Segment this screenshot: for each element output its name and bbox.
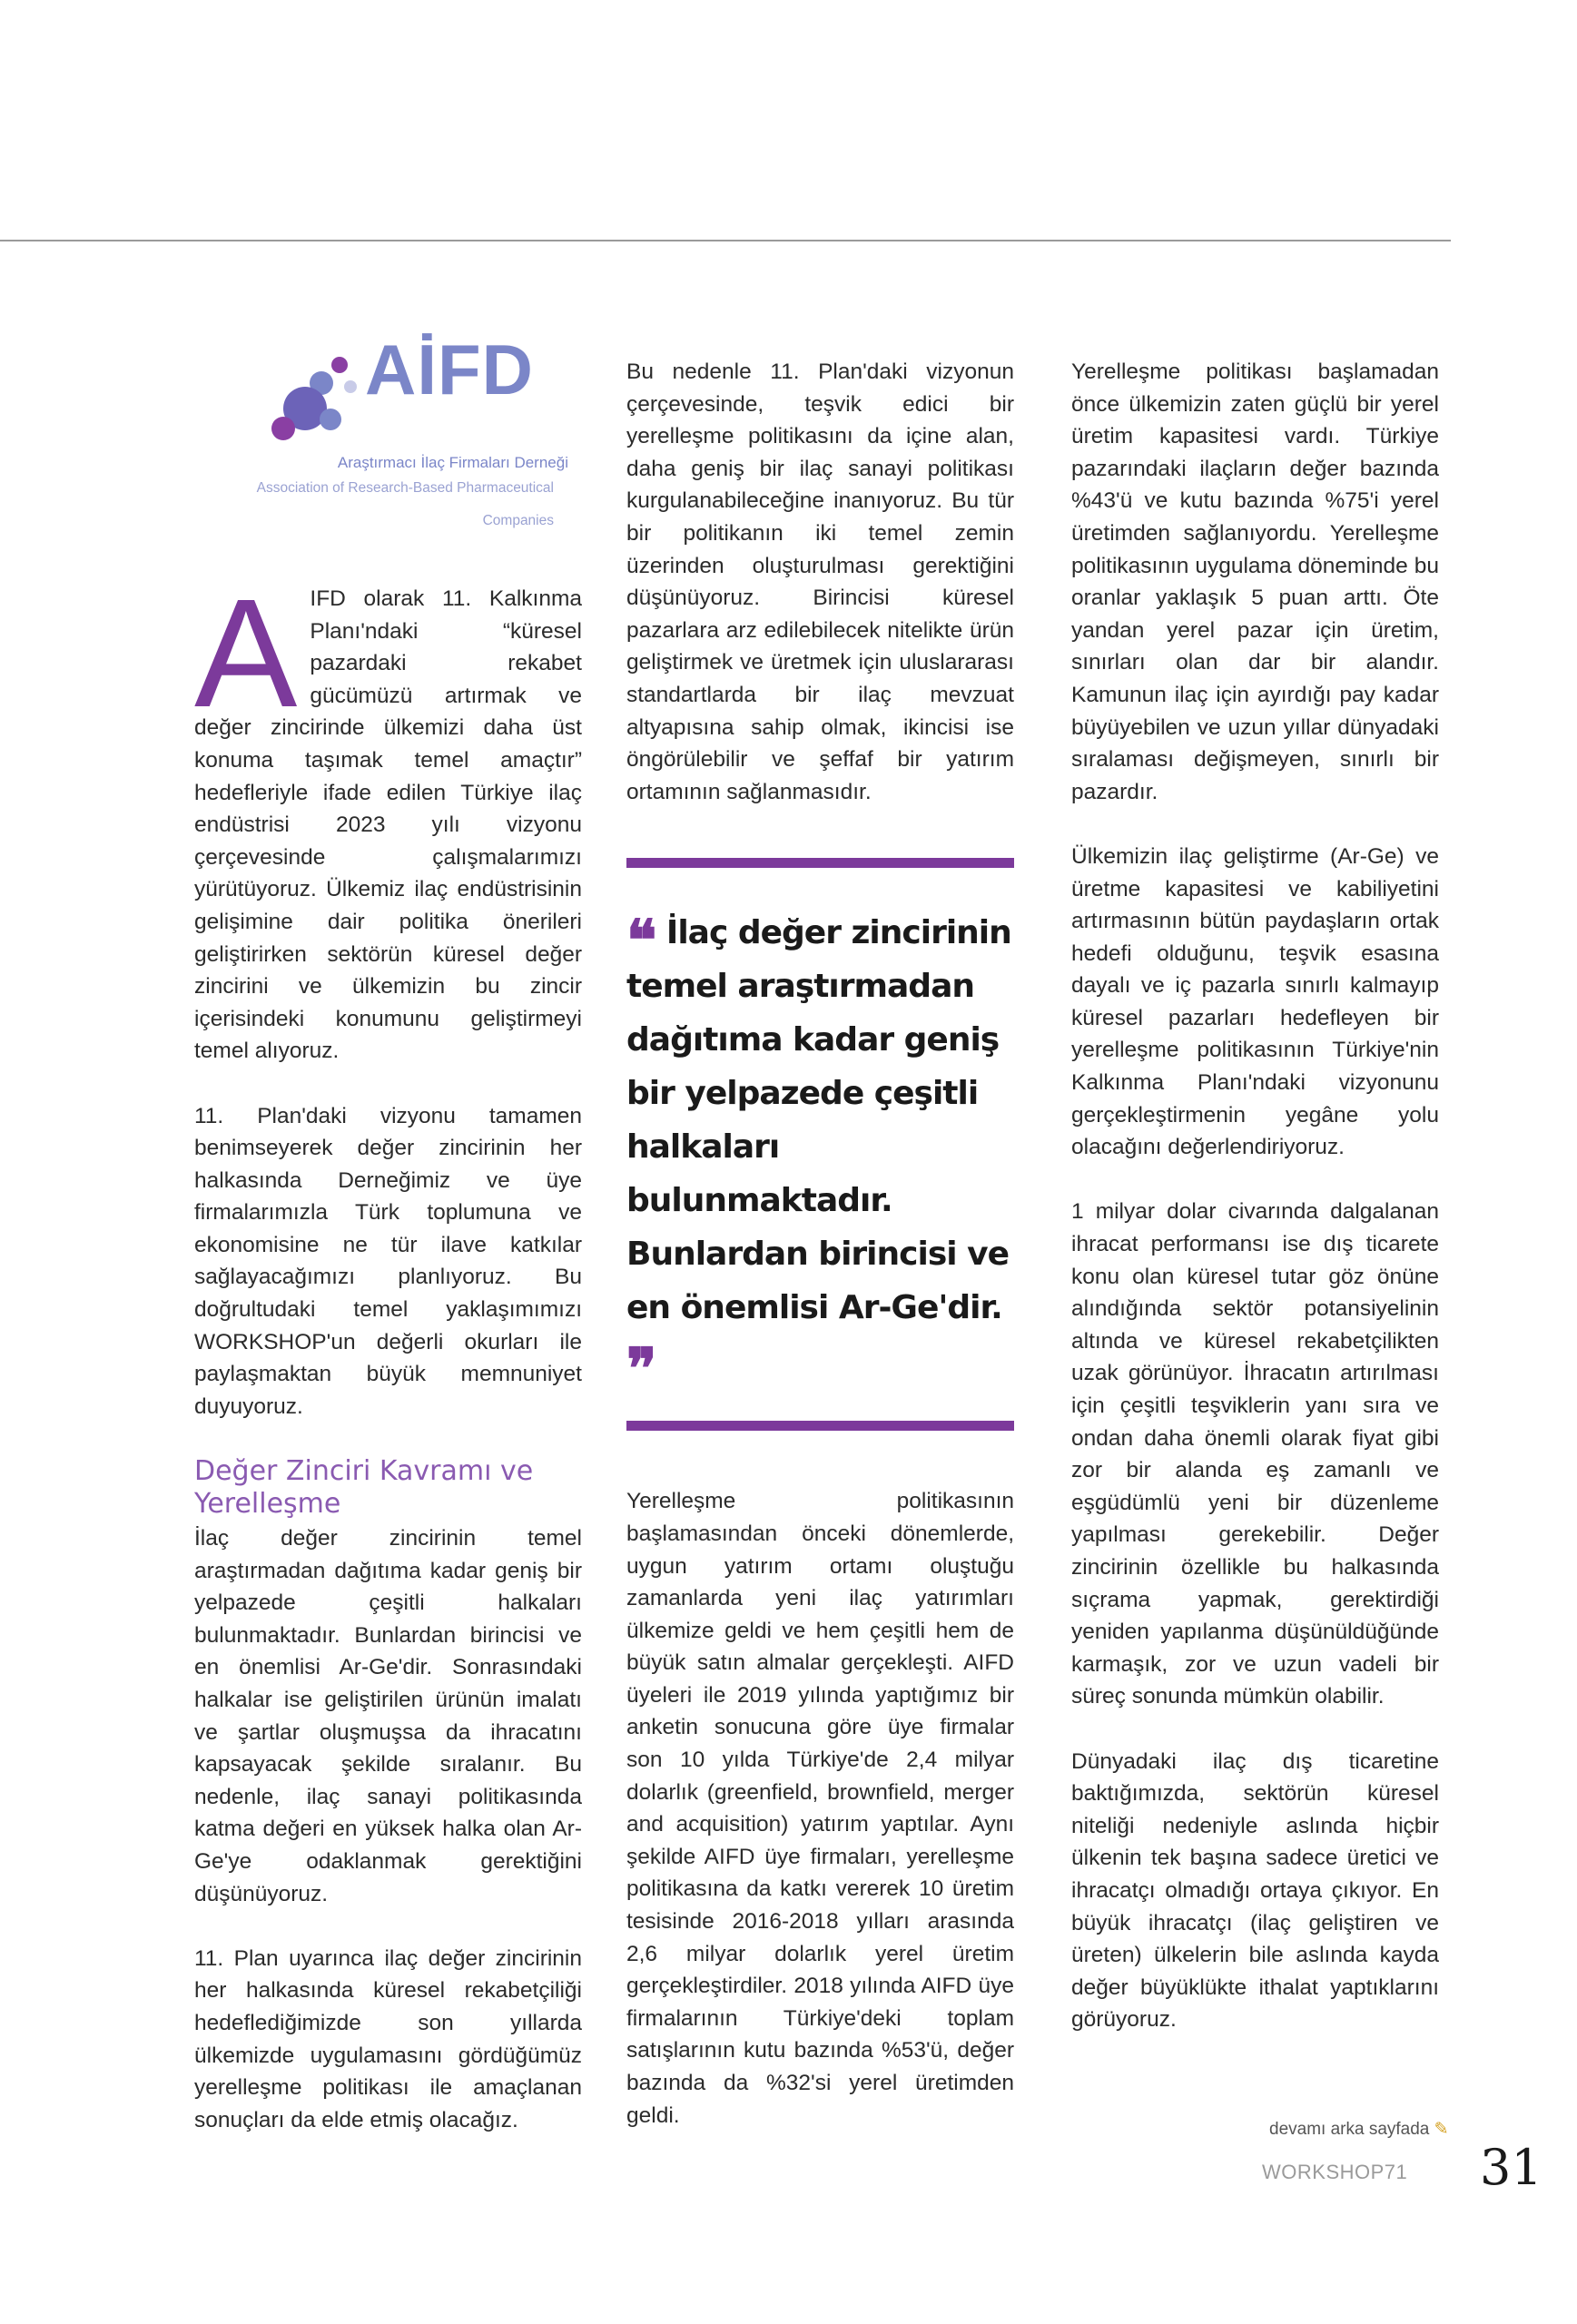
logo-molecule-icon [194, 356, 367, 447]
paragraph: İlaç değer zincirinin temel araştırmadan dağıtıma kadar geniş bir yelpazede çeşitli halkaları bulunmaktadır. Bunlardan birincisi ve en önemlisi Ar-Ge'dir. Sonrasındaki halkalar ise geliştirilen ürünün imalatı ve şartlar oluşmuşsa da ihracatını kapsayacak şekilde sıralanır. Bu nedenle, ilaç sanayi politikasında katma değeri en yüksek halka olan Ar-Ge'ye odaklanmak gerektiğini düşünüyoruz. [194, 1526, 582, 1906]
close-quote-icon: ❞ [626, 1335, 656, 1403]
quote-bar-top [626, 858, 1014, 868]
paragraph: Dünyadaki ilaç dış ticaretine baktığımızda, sektörün küresel niteliği nedeniyle aslında hiçbir ülkenin tek başına sadece üretici ve ihracatçı olmadığı ortaya çıkıyor. En büyük ihracatçı (ilaç geliştiren ve üreten) ülkelerin bile aslında kayda değer büyüklükte ithalat yaptıklarını görüyoruz. [1071, 1748, 1439, 2033]
continued-text: devamı arka sayfada [1269, 2120, 1430, 2139]
column-1 [194, 330, 582, 2169]
header-rule [0, 240, 1451, 241]
drop-cap: A [194, 567, 298, 740]
pull-quote-text [626, 906, 1014, 1403]
paragraph: Ülkemizin ilaç geliştirme (Ar-Ge) ve üretme kapasitesi ve kabiliyetini artırmasının bütün paydaşların ortak hedefi olduğunu, teşvik esasına dayalı ve iç pazarla sınırlı kalmayıp küresel pazarları hedefleyen bir yerelleşme politikasının Türkiye'nin Kalkınma Planı'ndaki vizyonunu gerçekleştirmenin yegâne yolu olacağını değerlendiriyoruz. [1071, 843, 1439, 1160]
paragraph: 11. Plan uyarınca ilaç değer zincirinin her halkasında küresel rekabetçiliği hedeflediğimizde son yıllarda ülkemizde uygulamasını gördüğümüz yerelleşme politikası ile amaçlanan sonuçları da elde etmiş olacağız. [194, 1945, 582, 2132]
continued-note [1269, 2119, 1449, 2140]
paragraph: 1 milyar dolar civarında dalgalanan ihracat performansı ise dış ticarete konu olan küresel tutar göz önüne alındığında sektör potansiyelinin altında ve küresel rekabetçilikten uzak görünüyor. İhracatın artırılması için çeşitli teşviklerin yanı sıra ve ondan daha önemli olarak fiyat gibi zor bir alanda eş zamanlı ve eşgüdümlü yeni bir düzenleme yapılması gerekebilir. Değer zincirinin özellikle bu halkasında sıçrama yapmak, gerektirdiği yeniden yapılanma düşünüldüğünde karmaşık, zor ve uzun vadeli bir süreç sonunda mümkün olabilir. [1071, 1199, 1439, 1709]
paragraph: Bu nedenle 11. Plan'daki vizyonun çerçevesinde, teşvik edici bir yerelleşme politikasını da içine alan, daha geniş bir ilaç sanayi politikası kurgulanabileceğine inanıyoruz. Bu tür bir politikanın iki temel zemin üzerinden oluşturulması gerektiğini düşünüyoruz. Birincisi küresel pazarlara arz edilebilecek nitelikte ürün geliştirmek ve üretmek için uluslararası standartlarda bir ilaç mevzuat altyapısına sahip olmak, ikincisi ise öngörülebilir ve şeffaf bir yatırım ortamının sağlanmasıdır. [626, 359, 1014, 804]
intro-text: IFD olarak 11. Kalkınma Planı'ndaki “küresel pazardaki rekabet gücümüzü artırmak ve değer zincirinde ülkemizi daha üst konuma taşımak temel amaçtır” hedefleriyle ifade edilen Türkiye ilaç endüstrisi 2023 yılı vizyonu çerçevesinde çalışmalarımızı yürütüyoruz. Ülkemiz ilaç endüstrisinin gelişimine dair politika önerileri geliştirirken sektörün küresel değer zincirini ve ülkemizin bu zincir içerisindeki konumunu geliştirmeyi temel alıyoruz. [194, 586, 582, 1064]
aifd-logo [194, 330, 582, 583]
pencil-icon: ✎ [1434, 2120, 1449, 2139]
column-2 [626, 356, 1014, 2164]
magazine-name: WORKSHOP71 [1262, 2161, 1408, 2183]
page-number: 31 [1480, 2139, 1543, 2196]
logo-subtitle-en: Association of Research-Based Pharmaceutical Companies [256, 480, 554, 528]
paragraph: Yerelleşme politikası başlamadan önce ülkemizin zaten güçlü bir yerel üretim kapasitesi vardı. Türkiye pazarındaki ilaçların değer bazında %43'ü ve kutu bazında %75'i yerel üretimden sağlanıyordu. Yerelleşme politikasının uygulama döneminde bu oranlar yaklaşık 5 puan arttı. Öte yandan yerel pazar için üretim, sınırları olan dar bir alandır. Kamunun ilaç için ayırdığı pay kadar büyüyebilen ve uzun yıllar dünyadaki sıralaması değişmeyen, sınırlı bir pazardır. [1071, 359, 1439, 804]
paragraph: Yerelleşme politikasının başlamasından önceki dönemlerde, uygun yatırım ortamı oluştuğu zamanlarda yeni ilaç yatırımları ülkemize geldi ve hem çeşitli hem de büyük satın almalar gerçekleşti. AIFD üyeleri ile 2019 yılında yaptığımız bir anketin sonucuna göre üye firmalar son 10 yılda Türkiye'de 2,4 milyar dolarlık (greenfield, brownfield, merger and acquisition) yatırım yaptılar. Aynı şekilde AIFD üye firmaları, yerelleşme politikasına da katkı vererek 10 üretim tesisinde 2016-2018 yılları arasında 2,6 milyar dolarlık yerel üretim gerçekleştirdiler. 2018 yılında AIFD üye firmalarının Türkiye'deki toplam satışlarının kutu bazında %53'ü, değer bazında da %32'si yerel üretimden geldi. [626, 1489, 1014, 2128]
pull-quote [626, 858, 1014, 1431]
quote-text: İlaç değer zincirinin temel araştırmadan dağıtıma kadar geniş bir yelpazede çeşitli halkaları bulunmaktadır. Bunlardan birincisi ve en önemlisi Ar-Ge'dir. [626, 914, 1011, 1327]
column-3 [1071, 356, 1439, 2068]
open-quote-icon: ❝ [626, 907, 656, 974]
paragraph: 11. Plan'daki vizyonu tamamen benimseyerek değer zincirinin her halkasında Derneğimiz ve üye firmalarımızla Türk toplumuna ve ekonomisine ne tür ilave katkılar sağlayacağımızı planlıyoruz. Bu doğrultudaki temel yaklaşımımızı WORKSHOP'un değerli okurları ile paylaşmaktan büyük memnuniyet duyuyoruz. [194, 1103, 582, 1419]
intro-paragraph [194, 567, 582, 1068]
quote-bar-bottom [626, 1421, 1014, 1431]
logo-subtitle-tr: Araştırmacı İlaç Firmaları Derneği [337, 454, 568, 471]
logo-brand: AİFD [365, 330, 534, 409]
section-heading: Değer Zinciri Kavramı ve Yerelleşme [194, 1455, 534, 1521]
